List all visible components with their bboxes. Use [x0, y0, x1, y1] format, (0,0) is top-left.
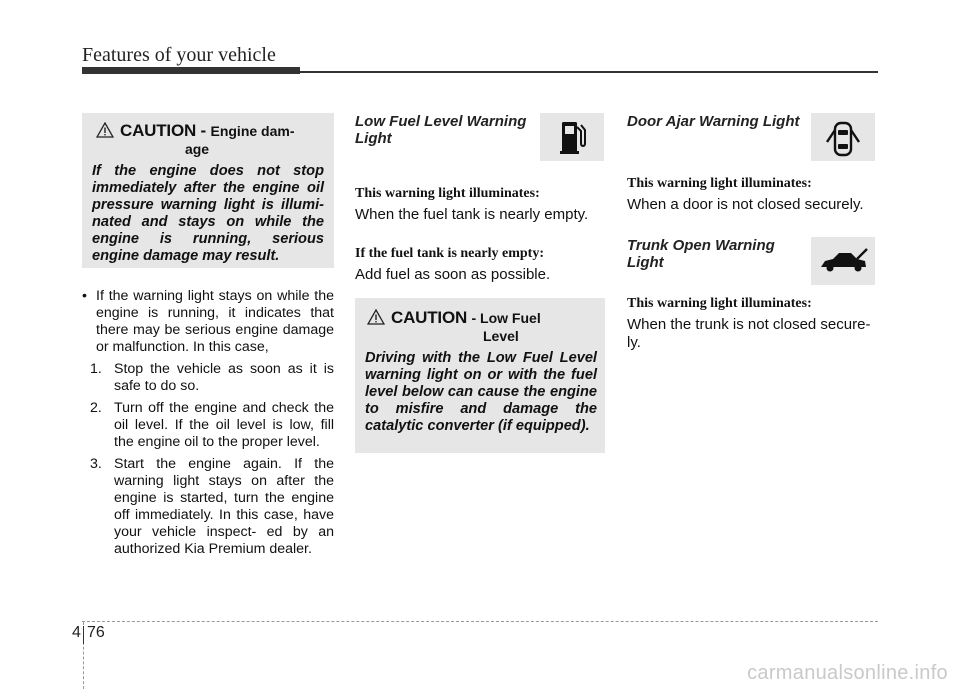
- step-text: Start the engine again. If the warning light stays on after the engine is started, turn the engine off immediately. In this case, have your vehicle inspect- ed by an authorized Kia Premium dealer.: [114, 456, 334, 557]
- low-fuel-title: [355, 113, 526, 147]
- trunk-open-icon: [811, 237, 875, 285]
- caution-subtitle-2: age: [184, 141, 210, 157]
- caution-label: CAUTION: [391, 308, 468, 327]
- door-ajar-title: Door Ajar Warning Light: [627, 113, 800, 130]
- caution-body: Driving with the Low Fuel Level warning light on or with the fuel level below can cause the engine to misfire and damage the catalytic converter (if equipped).: [365, 350, 597, 434]
- page-number-separator: [83, 626, 84, 644]
- oil-pressure-instructions: [82, 288, 334, 558]
- caution-subtitle-2: Level: [483, 328, 519, 344]
- step-number: 3.: [90, 456, 102, 472]
- trunk-title-line2: Light: [627, 254, 664, 271]
- step-item: [82, 456, 334, 558]
- header-rule: [300, 71, 878, 73]
- bullet-paragraph: [82, 288, 334, 356]
- caution-body: If the engine does not stop immediately after the engine oil pressure warning light is illumi- nated and stays on while the engine is running, serious engine damage may result.: [92, 163, 324, 264]
- low-fuel-illum-text: When the fuel tank is nearly empty.: [355, 206, 589, 223]
- low-fuel-title-line1: Low Fuel Level Warning: [355, 113, 527, 130]
- chapter-number: 4: [72, 624, 81, 641]
- trunk-open-title: [627, 237, 775, 271]
- step-text: Stop the vehicle as soon as it is safe to do so.: [114, 361, 334, 394]
- caution-low-fuel-box: [355, 298, 605, 453]
- warning-triangle-icon: [367, 309, 385, 325]
- low-fuel-illum-label: This warning light illuminates:: [355, 186, 540, 201]
- caution-label: CAUTION -: [120, 121, 207, 140]
- step-item: [82, 361, 334, 395]
- footer-rule: [82, 621, 878, 622]
- caution-subtitle-1: - Low Fuel: [471, 310, 541, 326]
- door-ajar-icon: [811, 113, 875, 161]
- trunk-illum-label: This warning light illuminates:: [627, 296, 812, 311]
- caution-subtitle-1: Engine dam-: [210, 123, 295, 139]
- low-fuel-empty-text: Add fuel as soon as possible.: [355, 266, 551, 283]
- step-number: 1.: [90, 361, 102, 377]
- low-fuel-title-line2: Light: [355, 130, 392, 147]
- step-item: [82, 400, 334, 451]
- bullet-text: If the warning light stays on while the engine is running, it indicates that there may be serious engine damage or malfunction. In this case,: [96, 288, 334, 355]
- step-text: Turn off the engine and check the oil level. If the oil level is low, fill the engine oil to the proper level.: [114, 400, 334, 450]
- trunk-title-line1: Trunk Open Warning: [627, 237, 775, 254]
- door-illum-label: This warning light illuminates:: [627, 176, 812, 191]
- door-illum-text: When a door is not closed securely.: [627, 196, 864, 213]
- page-number: 76: [87, 624, 105, 641]
- trunk-illum-text: When the trunk is not closed secure- ly.: [627, 316, 871, 351]
- header-bar: [82, 67, 300, 74]
- bullet-symbol: •: [82, 288, 87, 304]
- fuel-pump-icon: [540, 113, 604, 161]
- trunk-icon-box: [811, 237, 875, 285]
- watermark: carmanualsonline.info: [747, 662, 948, 684]
- door-icon-box: [811, 113, 875, 161]
- page-header-title: Features of your vehicle: [82, 44, 276, 66]
- warning-triangle-icon: [96, 122, 114, 138]
- fuel-icon-box: [540, 113, 604, 161]
- caution-engine-damage-box: [82, 113, 334, 268]
- low-fuel-empty-label: If the fuel tank is nearly empty:: [355, 246, 544, 261]
- step-number: 2.: [90, 400, 102, 416]
